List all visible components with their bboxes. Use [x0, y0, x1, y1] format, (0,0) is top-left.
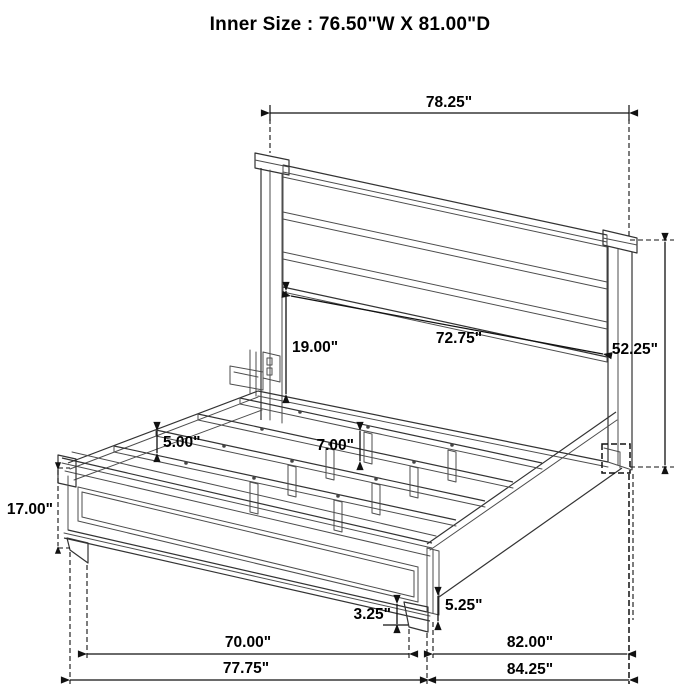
dim-label-inner-width: 72.75": [435, 330, 483, 347]
dim-overall-width: [70, 660, 427, 680]
dim-headboard-height: [602, 240, 674, 473]
dim-label-headboard-height: 52.25": [611, 341, 658, 358]
dim-inner-depth: [433, 634, 627, 654]
dim-label-support-leg: 7.00": [316, 437, 354, 454]
rail-bracket-left: [230, 352, 280, 390]
dim-label-overall-width: 77.75": [222, 660, 270, 677]
dim-footboard-height: [7, 468, 70, 548]
dim-label-slat-gap: 5.00": [163, 434, 201, 451]
dim-label-headboard-panel: 19.00": [292, 339, 339, 356]
screw-dots: [184, 410, 454, 498]
dim-overall-depth: [429, 661, 629, 680]
side-rail-right: [427, 412, 622, 597]
dim-label-footboard-clearance: 3.25": [353, 606, 391, 623]
headboard: [250, 153, 637, 470]
dim-label-rail-clearance: 5.25": [445, 597, 483, 614]
slat-platform: [114, 398, 542, 532]
dim-rail-clearance: [438, 596, 483, 621]
dim-headboard-panel: [286, 291, 338, 394]
dim-label-footboard-height: 17.00": [6, 501, 53, 518]
dim-top-width: [270, 94, 629, 239]
dim-label-overall-depth: 84.25": [506, 661, 554, 678]
dim-label-top-width: 78.25": [425, 94, 473, 111]
dim-label-footboard-inner-width: 70.00": [224, 634, 272, 651]
page-title: Inner Size : 76.50"W X 81.00"D: [209, 14, 491, 35]
dim-footboard-inner-width: [87, 634, 409, 654]
dim-label-inner-depth: 82.00": [506, 634, 554, 651]
dim-support-leg: [316, 431, 360, 461]
dim-slat-gap: [157, 431, 201, 453]
